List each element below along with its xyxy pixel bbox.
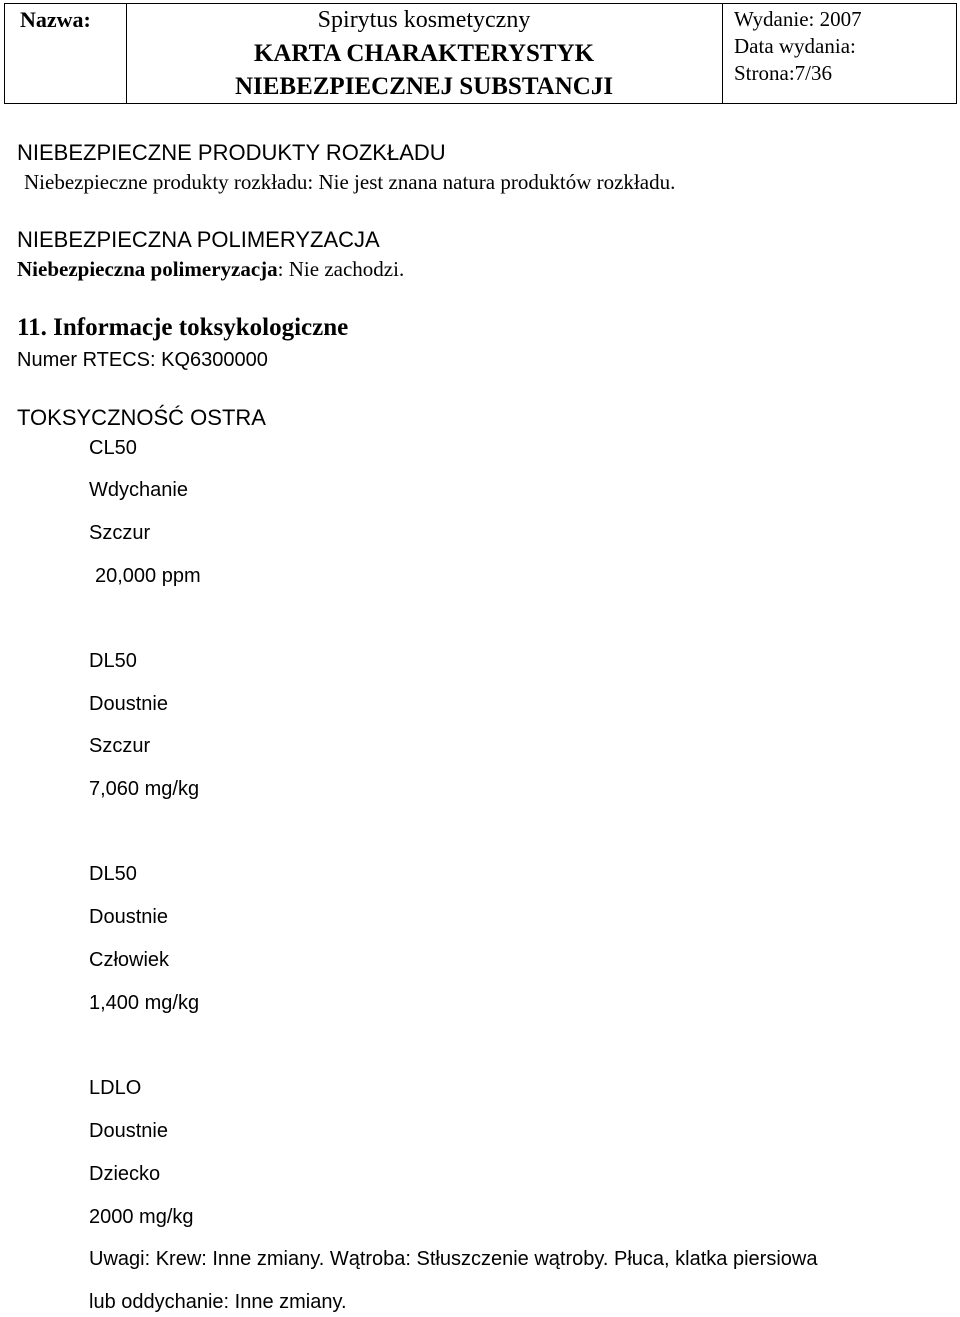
document-title-line-1: KARTA CHARAKTERYSTYK: [253, 40, 595, 67]
entry-1-species: Szczur: [89, 522, 151, 544]
document-title-line-2: NIEBEZPIECZNEJ SUBSTANCJI: [234, 73, 614, 100]
header-title-block: [126, 4, 722, 103]
acute-toxicity-heading: TOKSYCZNOŚĆ OSTRA: [17, 405, 266, 430]
entry-4-value: 2000 mg/kg: [89, 1206, 194, 1228]
header-meta-block: [734, 6, 862, 87]
polymerization-heading: NIEBEZPIECZNA POLIMERYZACJA: [17, 227, 380, 252]
decomposition-heading: NIEBEZPIECZNE PRODUKTY ROZKŁADU: [17, 140, 446, 165]
entry-4-route: Doustnie: [89, 1120, 168, 1142]
notes-line-2: lub oddychanie: Inne zmiany.: [89, 1291, 347, 1313]
entry-1-type: CL50: [89, 437, 137, 459]
entry-3-species: Człowiek: [89, 949, 170, 971]
entry-1-route: Wdychanie: [89, 479, 188, 501]
entry-2-value: 7,060 mg/kg: [89, 778, 200, 800]
entry-3-value: 1,400 mg/kg: [89, 992, 200, 1014]
issue-date: Data wydania:: [734, 34, 856, 58]
edition: Wydanie: 2007: [734, 7, 862, 31]
decomposition-text: Niebezpieczne produkty rozkładu: Nie jest znana natura produktów rozkładu.: [24, 170, 676, 194]
section-11-title: 11. Informacje toksykologiczne: [17, 314, 349, 341]
entry-1-value: 20,000 ppm: [95, 565, 201, 587]
product-name: Spirytus kosmetyczny: [317, 7, 531, 33]
polymerization-label: Niebezpieczna polimeryzacja: [17, 257, 278, 281]
entry-3-route: Doustnie: [89, 906, 168, 928]
name-label: Nazwa:: [20, 7, 91, 32]
rtecs-number: Numer RTECS: KQ6300000: [17, 349, 268, 371]
entry-4-species: Dziecko: [89, 1163, 161, 1185]
notes-line-1: Uwagi: Krew: Inne zmiany. Wątroba: Stłuszczenie wątroby. Płuca, klatka piersiowa: [89, 1248, 818, 1270]
entry-2-species: Szczur: [89, 735, 151, 757]
entry-2-route: Doustnie: [89, 693, 168, 715]
entry-4-type: LDLO: [89, 1077, 142, 1099]
page-number: Strona:7/36: [734, 61, 832, 85]
polymerization-value: : Nie zachodzi.: [277, 257, 405, 281]
entry-3-type: DL50: [89, 863, 137, 885]
entry-2-type: DL50: [89, 650, 137, 672]
polymerization-line: [17, 257, 404, 282]
